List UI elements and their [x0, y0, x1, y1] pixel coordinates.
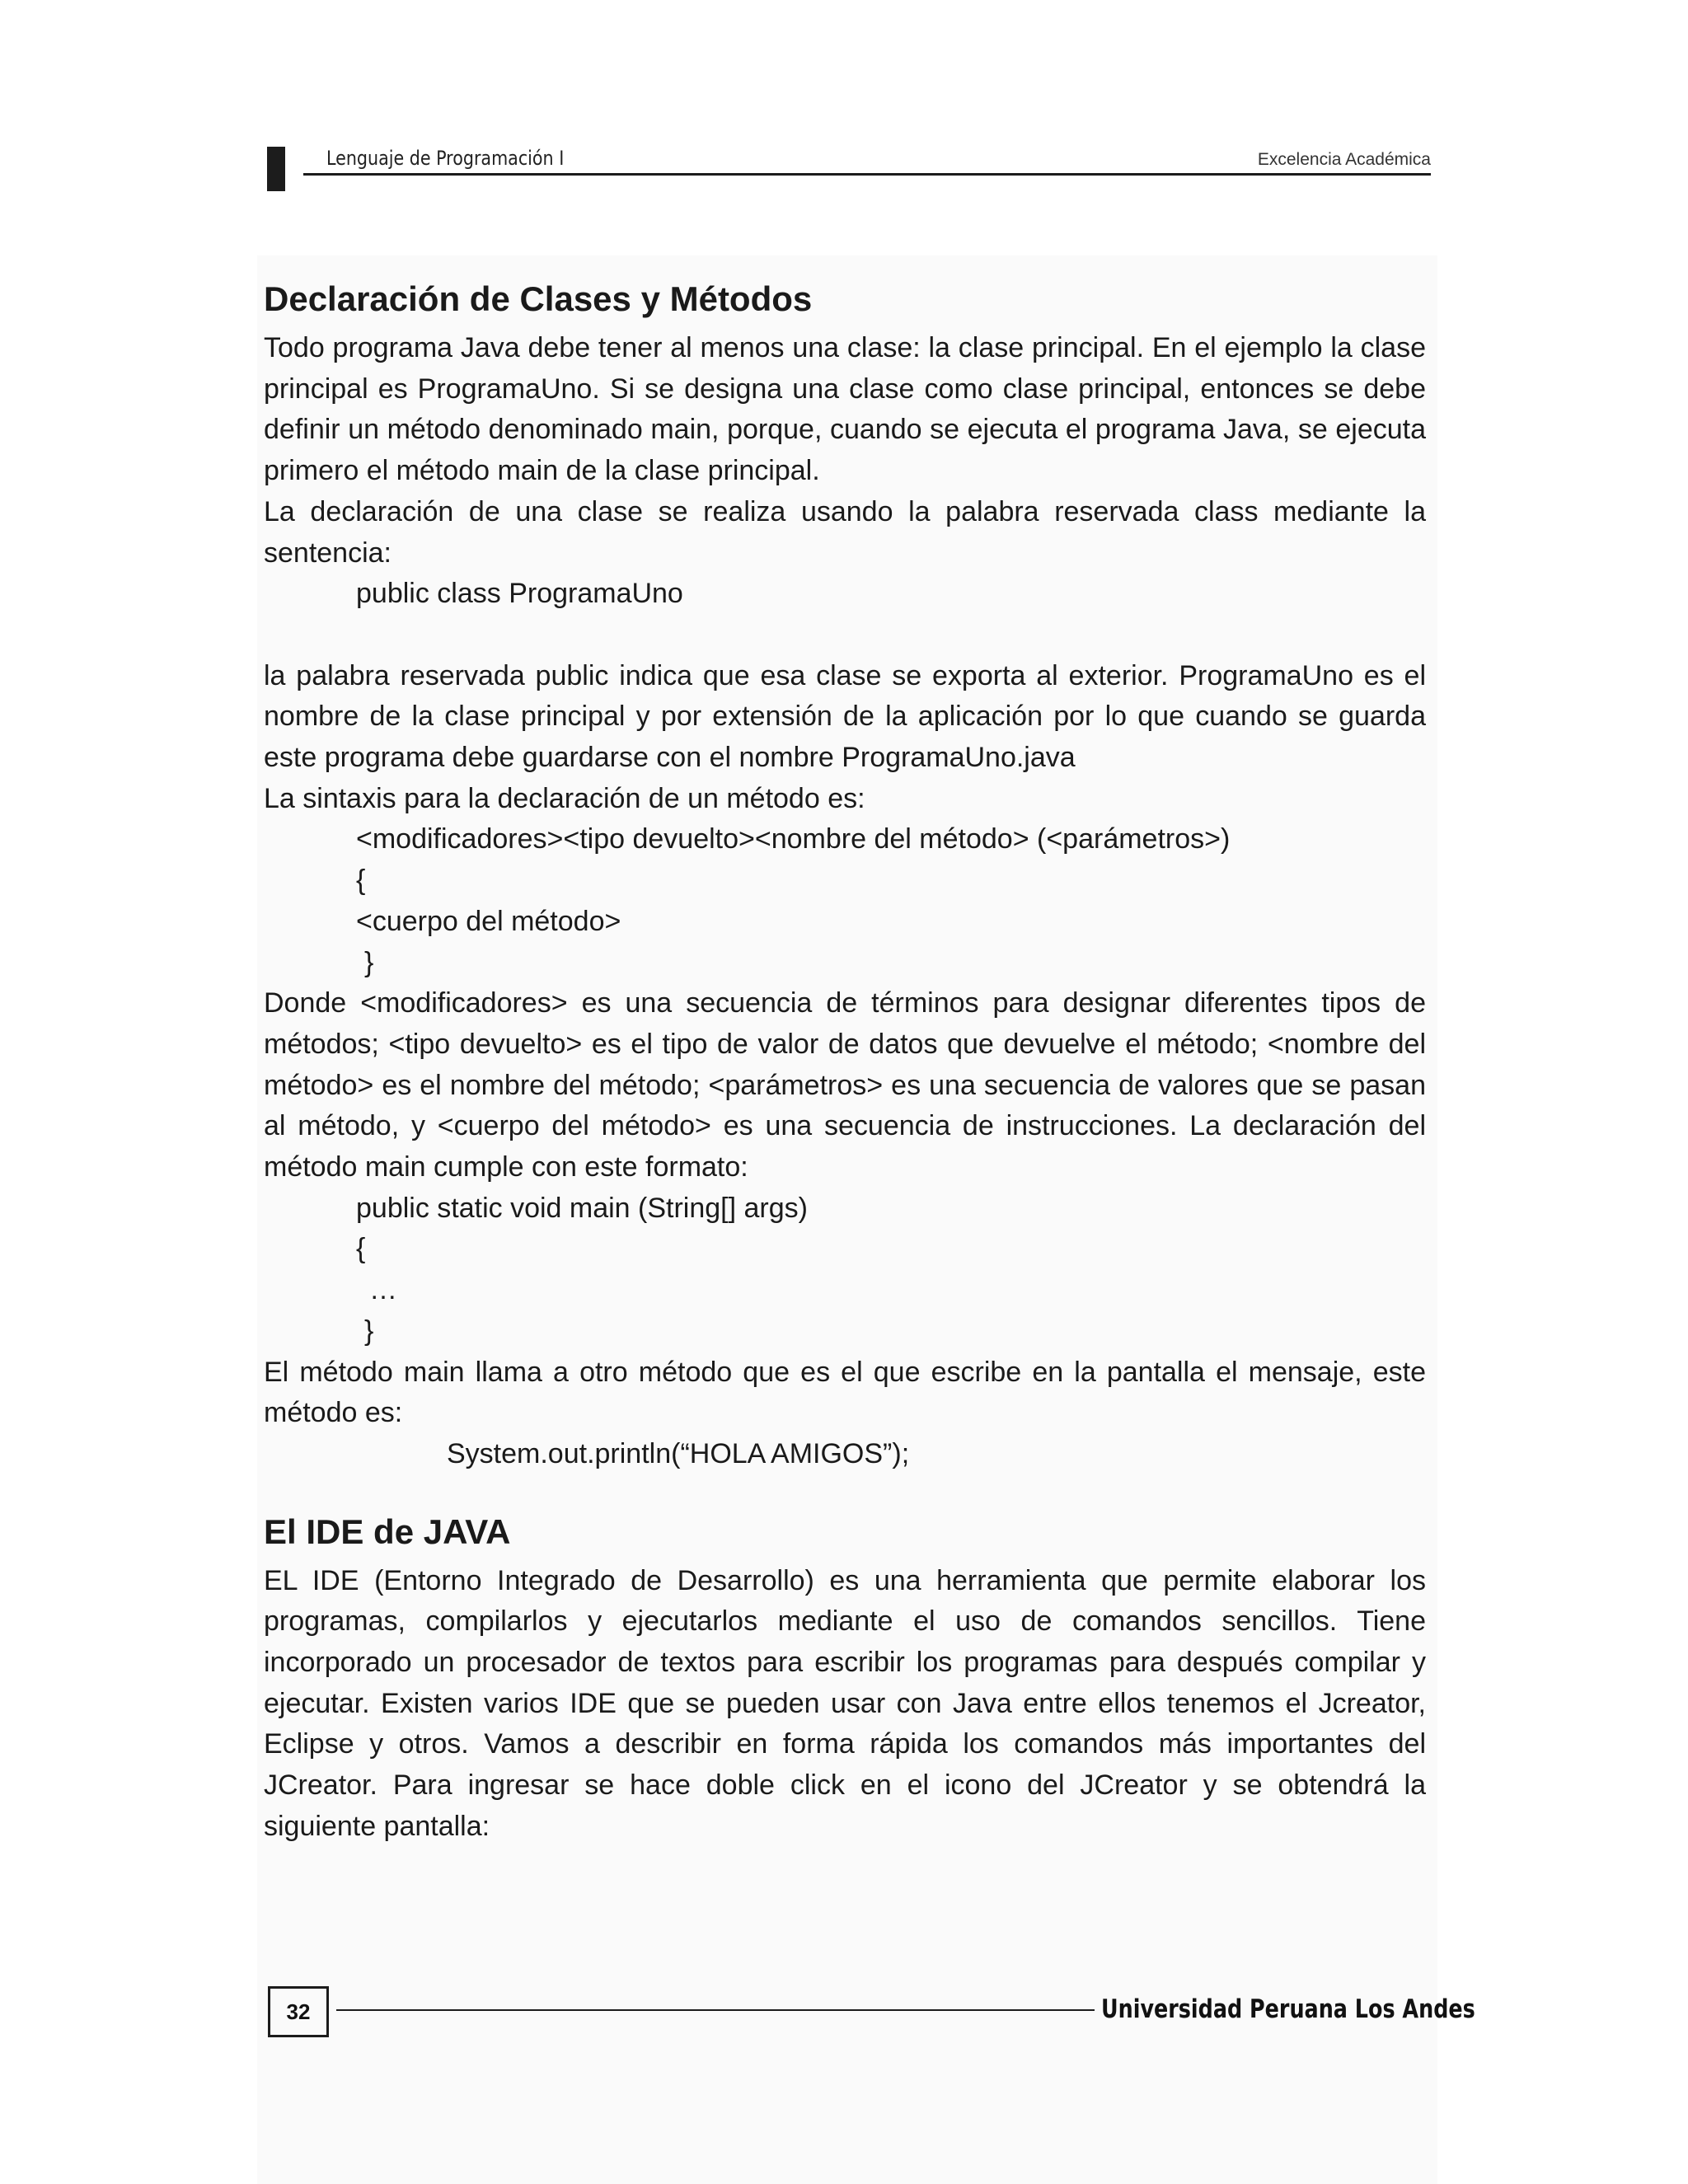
code-line: { — [356, 1233, 366, 1265]
page-number: 32 — [268, 1986, 329, 2037]
paragraph: Todo programa Java debe tener al menos una clase: la clase principal. En el ejemplo la clase principal es ProgramaUno. Si se designa una clase como clase principal, entonces se debe definir un método denominado main, porque, cuando se ejecuta el programa Java, se ejecuta primero el método main de la clase principal. — [264, 332, 1426, 487]
paragraph: La declaración de una clase se realiza usando la palabra reservada class mediante la sentencia: — [264, 495, 1426, 569]
code-line: public class ProgramaUno — [356, 578, 683, 610]
paragraph: La sintaxis para la declaración de un método es: — [264, 782, 865, 814]
spacer — [264, 615, 1426, 656]
code-line: System.out.println(“HOLA AMIGOS”); — [447, 1437, 910, 1469]
header-course-title: Lenguaje de Programación I — [326, 147, 565, 170]
footer-university: Universidad Peruana Los Andes — [1101, 1994, 1475, 2024]
code-line: <modificadores><tipo devuelto><nombre del método> (<parámetros>) — [356, 823, 1231, 855]
code-line: } — [364, 946, 374, 978]
footer-rule — [336, 2009, 1095, 2011]
spacer — [264, 1475, 1426, 1503]
code-line: } — [364, 1315, 374, 1347]
paragraph: Donde <modificadores> es una secuencia de términos para designar diferentes tipos de métodos; <tipo devuelto> es el tipo de valor de datos que devuelve el método; <nombre del método> es el nombre del método; <parámetros> es una secuencia de valores que se pasan al método, y <cuerpo del método> es una secuencia de instrucciones. La declaración del método main cumple con este formato: — [264, 987, 1426, 1183]
paragraph: la palabra reservada public indica que esa clase se exporta al exterior. ProgramaUno es el nombre de la clase principal y por extensión de la aplicación por lo que cuando se guarda este programa debe guardarse con el nombre ProgramaUno.java — [264, 659, 1426, 774]
code-line: … — [369, 1274, 397, 1306]
paragraph: El método main llama a otro método que es el que escribe en la pantalla el mensaje, este método es: — [264, 1356, 1426, 1429]
section-title: Declaración de Clases y Métodos — [264, 279, 813, 318]
header-tagline: Excelencia Académica — [1257, 150, 1431, 169]
page-content — [264, 270, 1426, 1848]
header-marker — [267, 147, 285, 191]
paragraph: EL IDE (Entorno Integrado de Desarrollo) es una herramienta que permite elaborar los programas, compilarlos y ejecutarlos mediante el uso de comandos sencillos. Tiene incorporado un procesador de textos para escribir los programas para después compilar y ejecutar. Existen varios IDE que se pueden usar con Java entre ellos tenemos el Jcreator, Eclipse y otros. Vamos a describir en forma rápida los comandos más importantes del JCreator. Para ingresar se hace doble click en el icono del JCreator y se obtendrá la siguiente pantalla: — [264, 1564, 1426, 1842]
header-rule — [303, 173, 1431, 176]
section-title: El IDE de JAVA — [264, 1511, 511, 1551]
code-line: <cuerpo del método> — [356, 905, 621, 937]
code-line: public static void main (String[] args) — [356, 1192, 808, 1224]
code-line: { — [356, 865, 366, 897]
